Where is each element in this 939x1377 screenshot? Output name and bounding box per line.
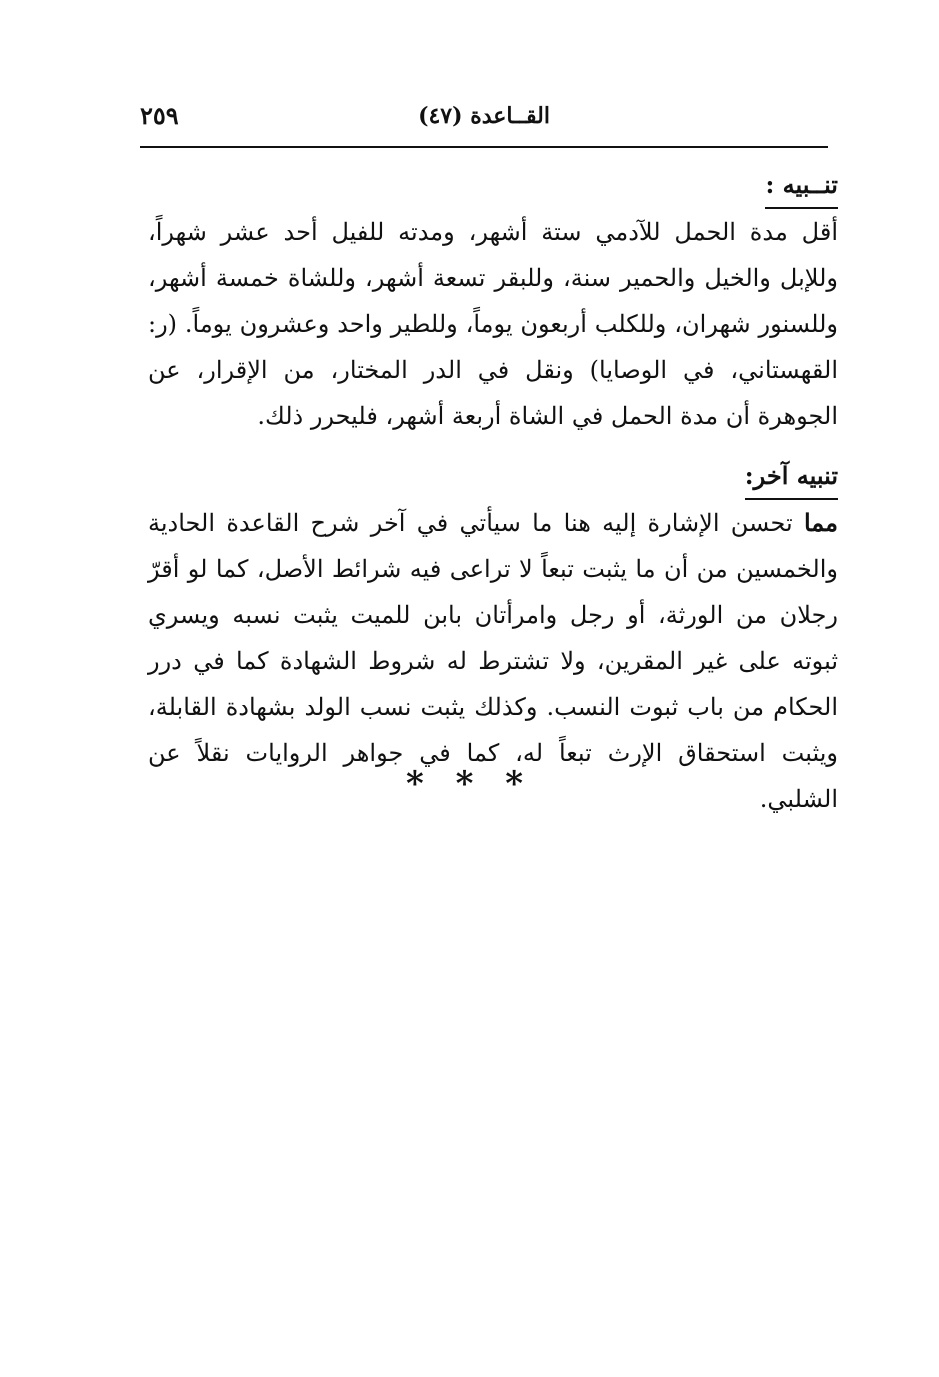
- paragraph-text: أقل مدة الحمل للآدمي ستة أشهر، ومدته للفيل أحد عشر شهراً، وللإبل والخيل والحمير سنة، وللبقر تسعة أشهر، وللشاة خمسة أشهر، وللسنور شهران، وللكلب أربعون يوماً، وللطير واحد وعشرون يوماً. (ر: القهستاني، في الوصايا) ونقل في الدر المختار، من الإقرار، عن الجوهرة أن مدة الحمل في الشاة أربعة أشهر، فليحرر ذلك.: [148, 218, 838, 430]
- page-number: ٢٥٩: [140, 101, 179, 130]
- note-section-1: [148, 162, 838, 439]
- running-header: [140, 96, 828, 140]
- chapter-title: القــاعدة (٤٧): [418, 103, 550, 129]
- paragraph: [148, 209, 838, 439]
- section-heading: تنبيه آخر:: [745, 454, 838, 500]
- paragraph-lead-word: مما: [803, 508, 838, 537]
- main-text: [148, 162, 838, 836]
- paragraph-text: تحسن الإشارة إليه هنا ما سيأتي في آخر شرح القاعدة الحادية والخمسين من أن ما يثبت تبعاً لا تراعى فيه شرائط الأصل، كما لو أقرّ رجلان من الورثة، أو رجل وامرأتان بابن للميت يثبت نسبه ويسري ثبوته على غير المقرين، ولا تشترط له شروط الشهادة كما في درر الحكام من باب ثبوت النسب. وكذلك يثبت نسب الولد بشهادة القابلة، ويثبت استحقاق الإرث تبعاً له، كما في جواهر الروايات نقلاً عن الشلبي.: [148, 509, 838, 813]
- header-divider: [140, 146, 828, 148]
- section-separator: * * *: [405, 764, 533, 804]
- section-heading: تنــبيه :: [765, 163, 838, 209]
